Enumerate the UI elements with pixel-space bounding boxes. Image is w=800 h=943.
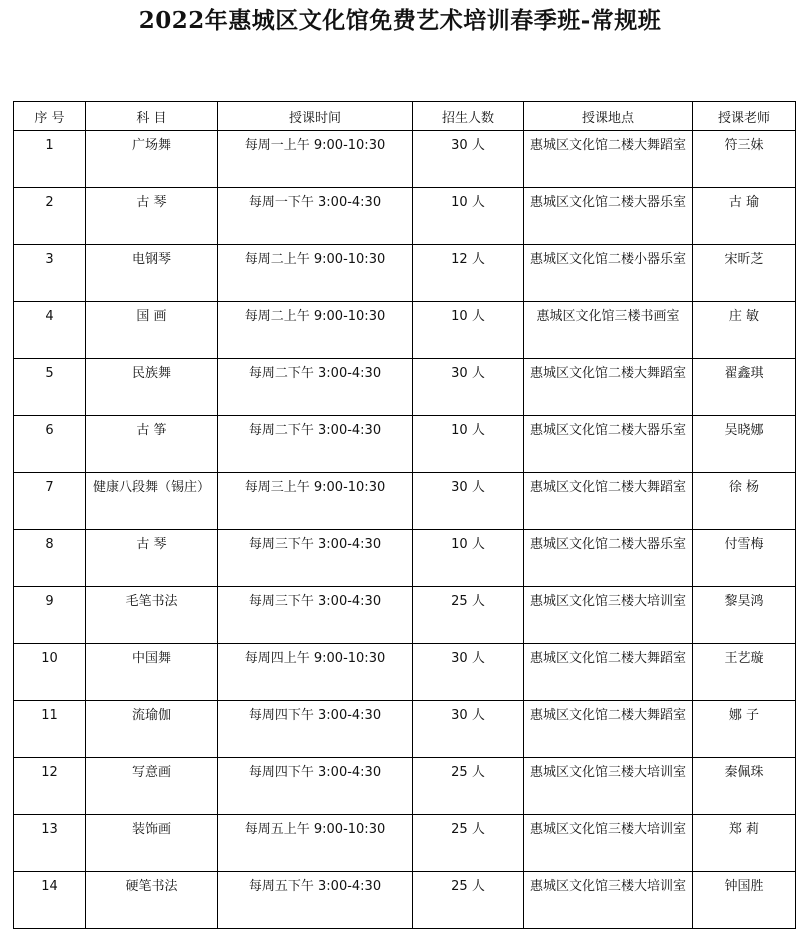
cell-teacher xyxy=(693,416,796,473)
cell-time-text: 每周二下午 3:00-4:30 xyxy=(248,423,382,438)
cell-teacher-text: 娜 子 xyxy=(728,708,760,723)
cell-enrollment xyxy=(413,644,524,701)
cell-location xyxy=(524,473,693,530)
cell-index xyxy=(14,245,86,302)
cell-subject-text: 广场舞 xyxy=(131,138,171,153)
cell-teacher-text: 秦佩珠 xyxy=(724,765,764,780)
cell-index xyxy=(14,188,86,245)
cell-teacher xyxy=(693,188,796,245)
cell-enrollment-text: 10 人 xyxy=(451,423,485,438)
cell-enrollment-text: 12 人 xyxy=(451,252,485,267)
cell-teacher-text: 宋昕芝 xyxy=(724,252,764,267)
cell-enrollment xyxy=(413,188,524,245)
cell-teacher-text: 符三妹 xyxy=(724,138,764,153)
cell-time xyxy=(218,245,413,302)
cell-time-text: 每周三下午 3:00-4:30 xyxy=(248,594,382,609)
cell-time xyxy=(218,359,413,416)
cell-location xyxy=(524,701,693,758)
cell-time xyxy=(218,701,413,758)
cell-time-text: 每周四下午 3:00-4:30 xyxy=(248,708,382,723)
cell-time-text: 每周三上午 9:00-10:30 xyxy=(244,480,386,495)
cell-index xyxy=(14,302,86,359)
cell-location-text: 惠城区文化馆二楼大器乐室 xyxy=(530,537,687,552)
cell-enrollment-text: 30 人 xyxy=(451,366,485,381)
cell-location-text: 惠城区文化馆三楼大培训室 xyxy=(530,879,687,894)
cell-time-text: 每周三下午 3:00-4:30 xyxy=(248,537,382,552)
cell-index-text: 3 xyxy=(45,252,54,267)
cell-teacher-text: 翟鑫琪 xyxy=(724,366,764,381)
cell-subject-text: 民族舞 xyxy=(131,366,171,381)
cell-enrollment-text: 30 人 xyxy=(451,138,485,153)
cell-time-text: 每周四上午 9:00-10:30 xyxy=(244,651,386,666)
cell-enrollment-text: 25 人 xyxy=(451,765,485,780)
cell-teacher xyxy=(693,644,796,701)
table-row xyxy=(14,302,796,359)
cell-location-text: 惠城区文化馆二楼大舞蹈室 xyxy=(530,480,687,495)
cell-teacher-text: 黎昊鸿 xyxy=(724,594,764,609)
cell-index-text: 5 xyxy=(45,366,54,381)
cell-subject xyxy=(86,473,218,530)
cell-enrollment xyxy=(413,530,524,587)
cell-teacher xyxy=(693,245,796,302)
header-index: 序 号 xyxy=(14,102,86,131)
cell-enrollment xyxy=(413,359,524,416)
cell-subject-text: 古 琴 xyxy=(136,537,167,552)
cell-location xyxy=(524,587,693,644)
cell-index xyxy=(14,815,86,872)
cell-time-text: 每周二上午 9:00-10:30 xyxy=(244,309,386,324)
cell-subject xyxy=(86,530,218,587)
cell-time xyxy=(218,131,413,188)
cell-subject xyxy=(86,359,218,416)
cell-time xyxy=(218,872,413,929)
cell-index xyxy=(14,359,86,416)
cell-index xyxy=(14,644,86,701)
cell-location xyxy=(524,815,693,872)
cell-index xyxy=(14,587,86,644)
cell-index-text: 14 xyxy=(41,879,58,894)
cell-teacher-text: 钟国胜 xyxy=(724,879,764,894)
cell-location xyxy=(524,245,693,302)
cell-location xyxy=(524,359,693,416)
cell-time xyxy=(218,302,413,359)
cell-location-text: 惠城区文化馆三楼书画室 xyxy=(536,309,680,324)
cell-index-text: 8 xyxy=(45,537,54,552)
cell-subject xyxy=(86,758,218,815)
cell-enrollment xyxy=(413,872,524,929)
cell-enrollment-text: 10 人 xyxy=(451,195,485,210)
cell-time-text: 每周二下午 3:00-4:30 xyxy=(248,366,382,381)
table-row xyxy=(14,359,796,416)
cell-time xyxy=(218,416,413,473)
cell-enrollment-text: 30 人 xyxy=(451,708,485,723)
cell-time xyxy=(218,188,413,245)
table-row xyxy=(14,188,796,245)
cell-index xyxy=(14,131,86,188)
cell-teacher-text: 古 瑜 xyxy=(728,195,760,210)
cell-subject xyxy=(86,302,218,359)
cell-subject xyxy=(86,872,218,929)
table-row xyxy=(14,416,796,473)
cell-enrollment xyxy=(413,131,524,188)
cell-subject xyxy=(86,644,218,701)
cell-index xyxy=(14,473,86,530)
cell-teacher-text: 徐 杨 xyxy=(728,480,760,495)
schedule-table xyxy=(13,101,796,929)
cell-location xyxy=(524,872,693,929)
cell-index-text: 2 xyxy=(45,195,54,210)
cell-location xyxy=(524,131,693,188)
cell-location-text: 惠城区文化馆三楼大培训室 xyxy=(530,594,687,609)
cell-subject-text: 流瑜伽 xyxy=(131,708,171,723)
cell-teacher xyxy=(693,359,796,416)
cell-time-text: 每周五下午 3:00-4:30 xyxy=(248,879,382,894)
cell-location xyxy=(524,188,693,245)
cell-index-text: 10 xyxy=(41,651,58,666)
cell-enrollment xyxy=(413,473,524,530)
cell-time xyxy=(218,530,413,587)
cell-index-text: 11 xyxy=(41,708,58,723)
cell-index-text: 12 xyxy=(41,765,58,780)
header-location: 授课地点 xyxy=(524,102,693,131)
cell-index xyxy=(14,872,86,929)
cell-subject-text: 电钢琴 xyxy=(131,252,171,267)
cell-enrollment xyxy=(413,245,524,302)
cell-teacher-text: 付雪梅 xyxy=(724,537,764,552)
cell-subject xyxy=(86,587,218,644)
cell-enrollment xyxy=(413,587,524,644)
cell-teacher-text: 郑 莉 xyxy=(728,822,760,837)
cell-index xyxy=(14,701,86,758)
cell-index-text: 1 xyxy=(45,138,54,153)
header-time: 授课时间 xyxy=(218,102,413,131)
cell-subject xyxy=(86,815,218,872)
cell-subject xyxy=(86,131,218,188)
cell-subject-text: 古 筝 xyxy=(136,423,167,438)
cell-enrollment xyxy=(413,758,524,815)
cell-time xyxy=(218,815,413,872)
cell-enrollment xyxy=(413,416,524,473)
cell-subject-text: 国 画 xyxy=(136,309,167,324)
cell-teacher xyxy=(693,815,796,872)
table-row xyxy=(14,245,796,302)
table-row xyxy=(14,473,796,530)
cell-index-text: 13 xyxy=(41,822,58,837)
cell-time-text: 每周四下午 3:00-4:30 xyxy=(248,765,382,780)
header-row xyxy=(14,102,796,131)
cell-time-text: 每周五上午 9:00-10:30 xyxy=(244,822,386,837)
table-row xyxy=(14,131,796,188)
cell-teacher xyxy=(693,131,796,188)
cell-teacher xyxy=(693,302,796,359)
cell-time xyxy=(218,473,413,530)
cell-index xyxy=(14,758,86,815)
cell-teacher xyxy=(693,473,796,530)
cell-teacher-text: 吴晓娜 xyxy=(724,423,764,438)
cell-location-text: 惠城区文化馆二楼大器乐室 xyxy=(530,423,687,438)
cell-location-text: 惠城区文化馆三楼大培训室 xyxy=(530,765,687,780)
document-title: 2022年惠城区文化馆免费艺术培训春季班-常规班 xyxy=(138,7,662,34)
cell-subject-text: 硬笔书法 xyxy=(125,879,178,894)
cell-index xyxy=(14,416,86,473)
table-row xyxy=(14,815,796,872)
cell-teacher xyxy=(693,530,796,587)
cell-subject-text: 健康八段舞（锡庄） xyxy=(92,480,210,495)
table-row xyxy=(14,701,796,758)
cell-subject-text: 中国舞 xyxy=(131,651,171,666)
table-row xyxy=(14,872,796,929)
cell-time-text: 每周一下午 3:00-4:30 xyxy=(248,195,382,210)
cell-teacher xyxy=(693,758,796,815)
table-row xyxy=(14,644,796,701)
header-enrollment: 招生人数 xyxy=(413,102,524,131)
cell-location-text: 惠城区文化馆二楼大舞蹈室 xyxy=(530,138,687,153)
cell-location-text: 惠城区文化馆二楼大舞蹈室 xyxy=(530,366,687,381)
cell-subject-text: 古 琴 xyxy=(136,195,167,210)
cell-enrollment-text: 30 人 xyxy=(451,480,485,495)
cell-subject-text: 写意画 xyxy=(131,765,171,780)
table-body xyxy=(14,131,796,929)
cell-enrollment-text: 10 人 xyxy=(451,309,485,324)
cell-teacher-text: 庄 敏 xyxy=(728,309,760,324)
cell-teacher xyxy=(693,587,796,644)
table-row xyxy=(14,758,796,815)
cell-time-text: 每周一上午 9:00-10:30 xyxy=(244,138,386,153)
cell-subject xyxy=(86,416,218,473)
cell-time xyxy=(218,587,413,644)
cell-location xyxy=(524,758,693,815)
cell-teacher-text: 王艺璇 xyxy=(724,651,764,666)
cell-subject xyxy=(86,245,218,302)
header-subject: 科 目 xyxy=(86,102,218,131)
cell-subject-text: 毛笔书法 xyxy=(125,594,178,609)
cell-enrollment xyxy=(413,302,524,359)
cell-time xyxy=(218,758,413,815)
cell-time xyxy=(218,644,413,701)
cell-enrollment-text: 25 人 xyxy=(451,879,485,894)
cell-location-text: 惠城区文化馆二楼大器乐室 xyxy=(530,195,687,210)
header-teacher: 授课老师 xyxy=(693,102,796,131)
cell-index xyxy=(14,530,86,587)
cell-location-text: 惠城区文化馆二楼大舞蹈室 xyxy=(530,651,687,666)
cell-location xyxy=(524,530,693,587)
cell-enrollment xyxy=(413,701,524,758)
cell-index-text: 6 xyxy=(45,423,54,438)
cell-time-text: 每周二上午 9:00-10:30 xyxy=(244,252,386,267)
cell-subject-text: 装饰画 xyxy=(131,822,171,837)
table-row xyxy=(14,530,796,587)
cell-index-text: 9 xyxy=(45,594,54,609)
table-row xyxy=(14,587,796,644)
cell-location-text: 惠城区文化馆二楼大舞蹈室 xyxy=(530,708,687,723)
cell-index-text: 4 xyxy=(45,309,54,324)
cell-location xyxy=(524,416,693,473)
cell-enrollment xyxy=(413,815,524,872)
cell-teacher xyxy=(693,701,796,758)
cell-subject xyxy=(86,188,218,245)
cell-location xyxy=(524,644,693,701)
cell-location-text: 惠城区文化馆二楼小器乐室 xyxy=(530,252,687,267)
cell-location-text: 惠城区文化馆三楼大培训室 xyxy=(530,822,687,837)
cell-enrollment-text: 30 人 xyxy=(451,651,485,666)
cell-enrollment-text: 25 人 xyxy=(451,594,485,609)
cell-enrollment-text: 25 人 xyxy=(451,822,485,837)
cell-teacher xyxy=(693,872,796,929)
cell-subject xyxy=(86,701,218,758)
cell-enrollment-text: 10 人 xyxy=(451,537,485,552)
cell-location xyxy=(524,302,693,359)
cell-index-text: 7 xyxy=(45,480,54,495)
